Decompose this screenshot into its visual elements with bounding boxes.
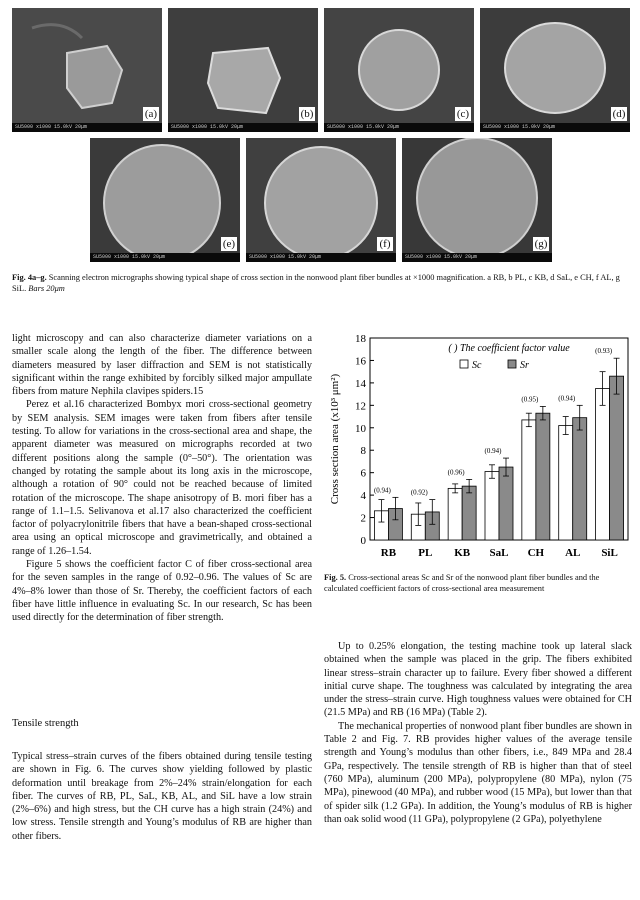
y-tick-label-8: 16	[355, 355, 366, 368]
y-tick-label-4: 8	[360, 445, 366, 458]
coefficient-label-ch: (0.95)	[521, 395, 539, 404]
sem-panel-g	[402, 138, 552, 262]
panel-label-d: (d)	[612, 108, 626, 120]
coefficient-label-kb: (0.96)	[447, 468, 465, 477]
bar-al-sc	[559, 426, 573, 540]
y-tick-label-9: 18	[355, 333, 366, 345]
section-heading-tensile-strength: Tensile strength	[12, 718, 79, 729]
y-tick-label-6: 12	[355, 400, 366, 413]
bar-ch-sr	[536, 413, 550, 540]
bar-ch-sc	[522, 420, 536, 540]
coefficient-label-pl: (0.92)	[410, 488, 428, 497]
x-tick-label-kb: KB	[454, 547, 471, 559]
figure4-caption-text: Scanning electron micrographs showing typical shape of cross section in the nonwood plant fiber bundles at ×1000 magnification. a RB, b PL, c KB, d SaL, e CH, f AL, g SiL.	[12, 273, 620, 293]
left-column	[12, 332, 312, 625]
left-paragraph-4: Typical stress–strain curves of the fibers obtained during tensile testing are shown in Fig. 6. The curves show yielding followed by plastic deformation until breakage from 2%–24% strain/elongation for each fiber. The curves of RB, PL, SaL, KB, AL, and SiL have a low strain (2%–6%) and high stress, but the CH curve has a high strain (24%) and low stress. Tensile strength and Young’s modulus of RB are higher than other fibers.	[12, 751, 312, 842]
sem-scalebar-c: SU5000 x1000 15.0kV 20μm	[324, 123, 474, 132]
figure5-caption-text: Cross-sectional areas Sc and Sr of the nonwood plant fiber bundles and the calculated coefficient factors of cross-sectional area measurement	[324, 573, 600, 593]
y-axis-label: Cross section area (x10³ μm²)	[329, 373, 341, 505]
figure4-caption-label: Fig. 4a–g.	[12, 273, 47, 282]
coefficient-label-sal: (0.94)	[484, 447, 502, 456]
sem-scalebar-a: SU5000 x1000 15.0kV 20μm	[12, 123, 162, 132]
sem-panel-f	[246, 138, 396, 262]
figure5-caption	[324, 572, 632, 594]
x-tick-label-rb: RB	[380, 547, 397, 559]
sem-image-a	[12, 8, 162, 132]
panel-label-b: (b)	[300, 108, 314, 120]
sem-image-f	[246, 138, 396, 262]
bar-sil-sr	[610, 376, 624, 540]
right-paragraph-1: Up to 0.25% elongation, the testing machine took up lateral slack obtained when the sample was placed in the grip. The fibers exhibited linear stress–strain character up to failure. Every fiber showed a different initial curve shape. The toughness was calculated by integrating the area under the stress–strain curve. High toughness values were obtained for CH (21.5 MPa) and RB (16 MPa) (Table 2).	[324, 641, 632, 719]
legend-label-sr: Sr	[520, 360, 529, 371]
x-tick-label-sil: SiL	[601, 547, 618, 559]
chart-title: ( ) The coefficient factor value	[448, 343, 570, 354]
sem-scalebar-g: SU5000 x1000 15.0kV 20μm	[402, 253, 552, 262]
sem-scalebar-d: SU5000 x1000 15.0kV 20μm	[480, 123, 630, 132]
x-tick-label-pl: PL	[418, 547, 433, 559]
x-tick-label-ch: CH	[527, 547, 545, 559]
legend-swatch-sc	[460, 360, 468, 368]
left-column-lower	[12, 750, 312, 843]
right-column	[324, 640, 632, 826]
y-tick-label-3: 6	[360, 467, 366, 480]
legend-label-sc: Sc	[472, 360, 482, 371]
x-tick-label-al: AL	[565, 547, 581, 559]
coefficient-label-rb: (0.94)	[373, 486, 391, 495]
legend-swatch-sr	[508, 360, 516, 368]
figure5-bar-chart	[324, 330, 634, 568]
bar-al-sr	[573, 418, 587, 540]
sem-image-b	[168, 8, 318, 132]
x-tick-label-sal: SaL	[489, 547, 509, 559]
sem-scalebar-b: SU5000 x1000 15.0kV 20μm	[168, 123, 318, 132]
sem-panel-a	[12, 8, 162, 132]
y-tick-label-0: 0	[360, 535, 366, 547]
sem-panel-d	[480, 8, 630, 132]
left-paragraph-1: light microscopy and can also characterize diameter variations on a smaller scale along the length of the fiber. The difference between diameters measured by laser diffraction and SEM is not statistically significant within the range exhibited by forcibly silked major ampullate fibers from mature Nephila clavipes spiders.15	[12, 333, 312, 398]
y-tick-label-5: 10	[355, 422, 366, 435]
sem-image-e	[90, 138, 240, 262]
sem-image-c	[324, 8, 474, 132]
bar-kb-sc	[448, 488, 462, 540]
panel-label-f: (f)	[377, 237, 393, 251]
sem-scalebar-f: SU5000 x1000 15.0kV 20μm	[246, 253, 396, 262]
panel-label-g: (g)	[534, 238, 548, 250]
panel-label-a: (a)	[144, 108, 158, 120]
y-tick-label-1: 2	[360, 512, 366, 525]
y-tick-label-7: 14	[355, 377, 366, 390]
right-paragraph-2: The mechanical properties of nonwood plant fiber bundles are shown in Table 2 and Fig. 7. RB provides higher values of the average tensile strength and Young’s modulus than other fibers, i.e., 849 MPa and 28.4 GPa, respectively. The tensile strength of RB is higher than that of steel (760 MPa), aluminum (200 MPa), polypropylene (80 MPa), nylon (75 MPa), pinewood (40 MPa), and rubber wood (15 MPa), but lower than that of spider silk (1.2 GPa). In addition, the Young’s modulus of RB is higher than oak solid wood (11 GPa), polypropylene (2 GPa), polyethylene	[324, 720, 632, 825]
sem-image-d	[480, 8, 630, 132]
sem-panel-b	[168, 8, 318, 132]
bar-sal-sr	[499, 467, 513, 540]
sem-panel-e	[90, 138, 240, 262]
sem-image-g	[402, 138, 552, 262]
left-paragraph-3: Figure 5 shows the coefficient factor C of fiber cross-sectional area for the seven samples in the range of 0.92–0.96. The values of Sc are 4%–8% lower than those of Sr. Thereby, the coefficient factors of each fiber have little influence in evaluating Sc. In our research, Sc has been used directly for the determination of fiber strength.	[12, 559, 312, 624]
bar-sal-sc	[485, 472, 499, 540]
bar-kb-sr	[462, 486, 476, 540]
panel-label-c: (c)	[456, 108, 470, 120]
figure5-caption-label: Fig. 5.	[324, 573, 347, 582]
coefficient-label-al: (0.94)	[558, 394, 576, 403]
bar-sil-sc	[596, 389, 610, 541]
sem-panel-c	[324, 8, 474, 132]
left-paragraph-2: Perez et al.16 characterized Bombyx mori cross-sectional geometry by SEM analysis. SEM images were taken from fibers after tensile testing. To allow for variations in the cross-sectional area and shape, the apparent diameter was measured on micrographs recorded at two different positions along the sample (0°–50°). The orientation was changed by rotating the sample about its long axis in the microscope, although a rotation of 90° could not be reached because of limited rotation of the microscope. The shape anisotropy of B. mori fiber has a range of 1.1–1.5. Selivanova et al.17 also characterized the coefficient factor of polyacrylonitrile fibers that have a bean-shaped cross-sectional area using an optical microscope and gravimetrically, and obtained a range of 1.26–1.54.	[12, 399, 312, 557]
figure4-caption	[12, 272, 628, 294]
coefficient-label-sil: (0.93)	[595, 347, 613, 356]
panel-label-e: (e)	[222, 238, 236, 250]
sem-scalebar-e: SU5000 x1000 15.0kV 20μm	[90, 253, 240, 262]
figure4-caption-bars: Bars 20μm	[28, 284, 65, 293]
y-tick-label-2: 4	[360, 490, 366, 503]
